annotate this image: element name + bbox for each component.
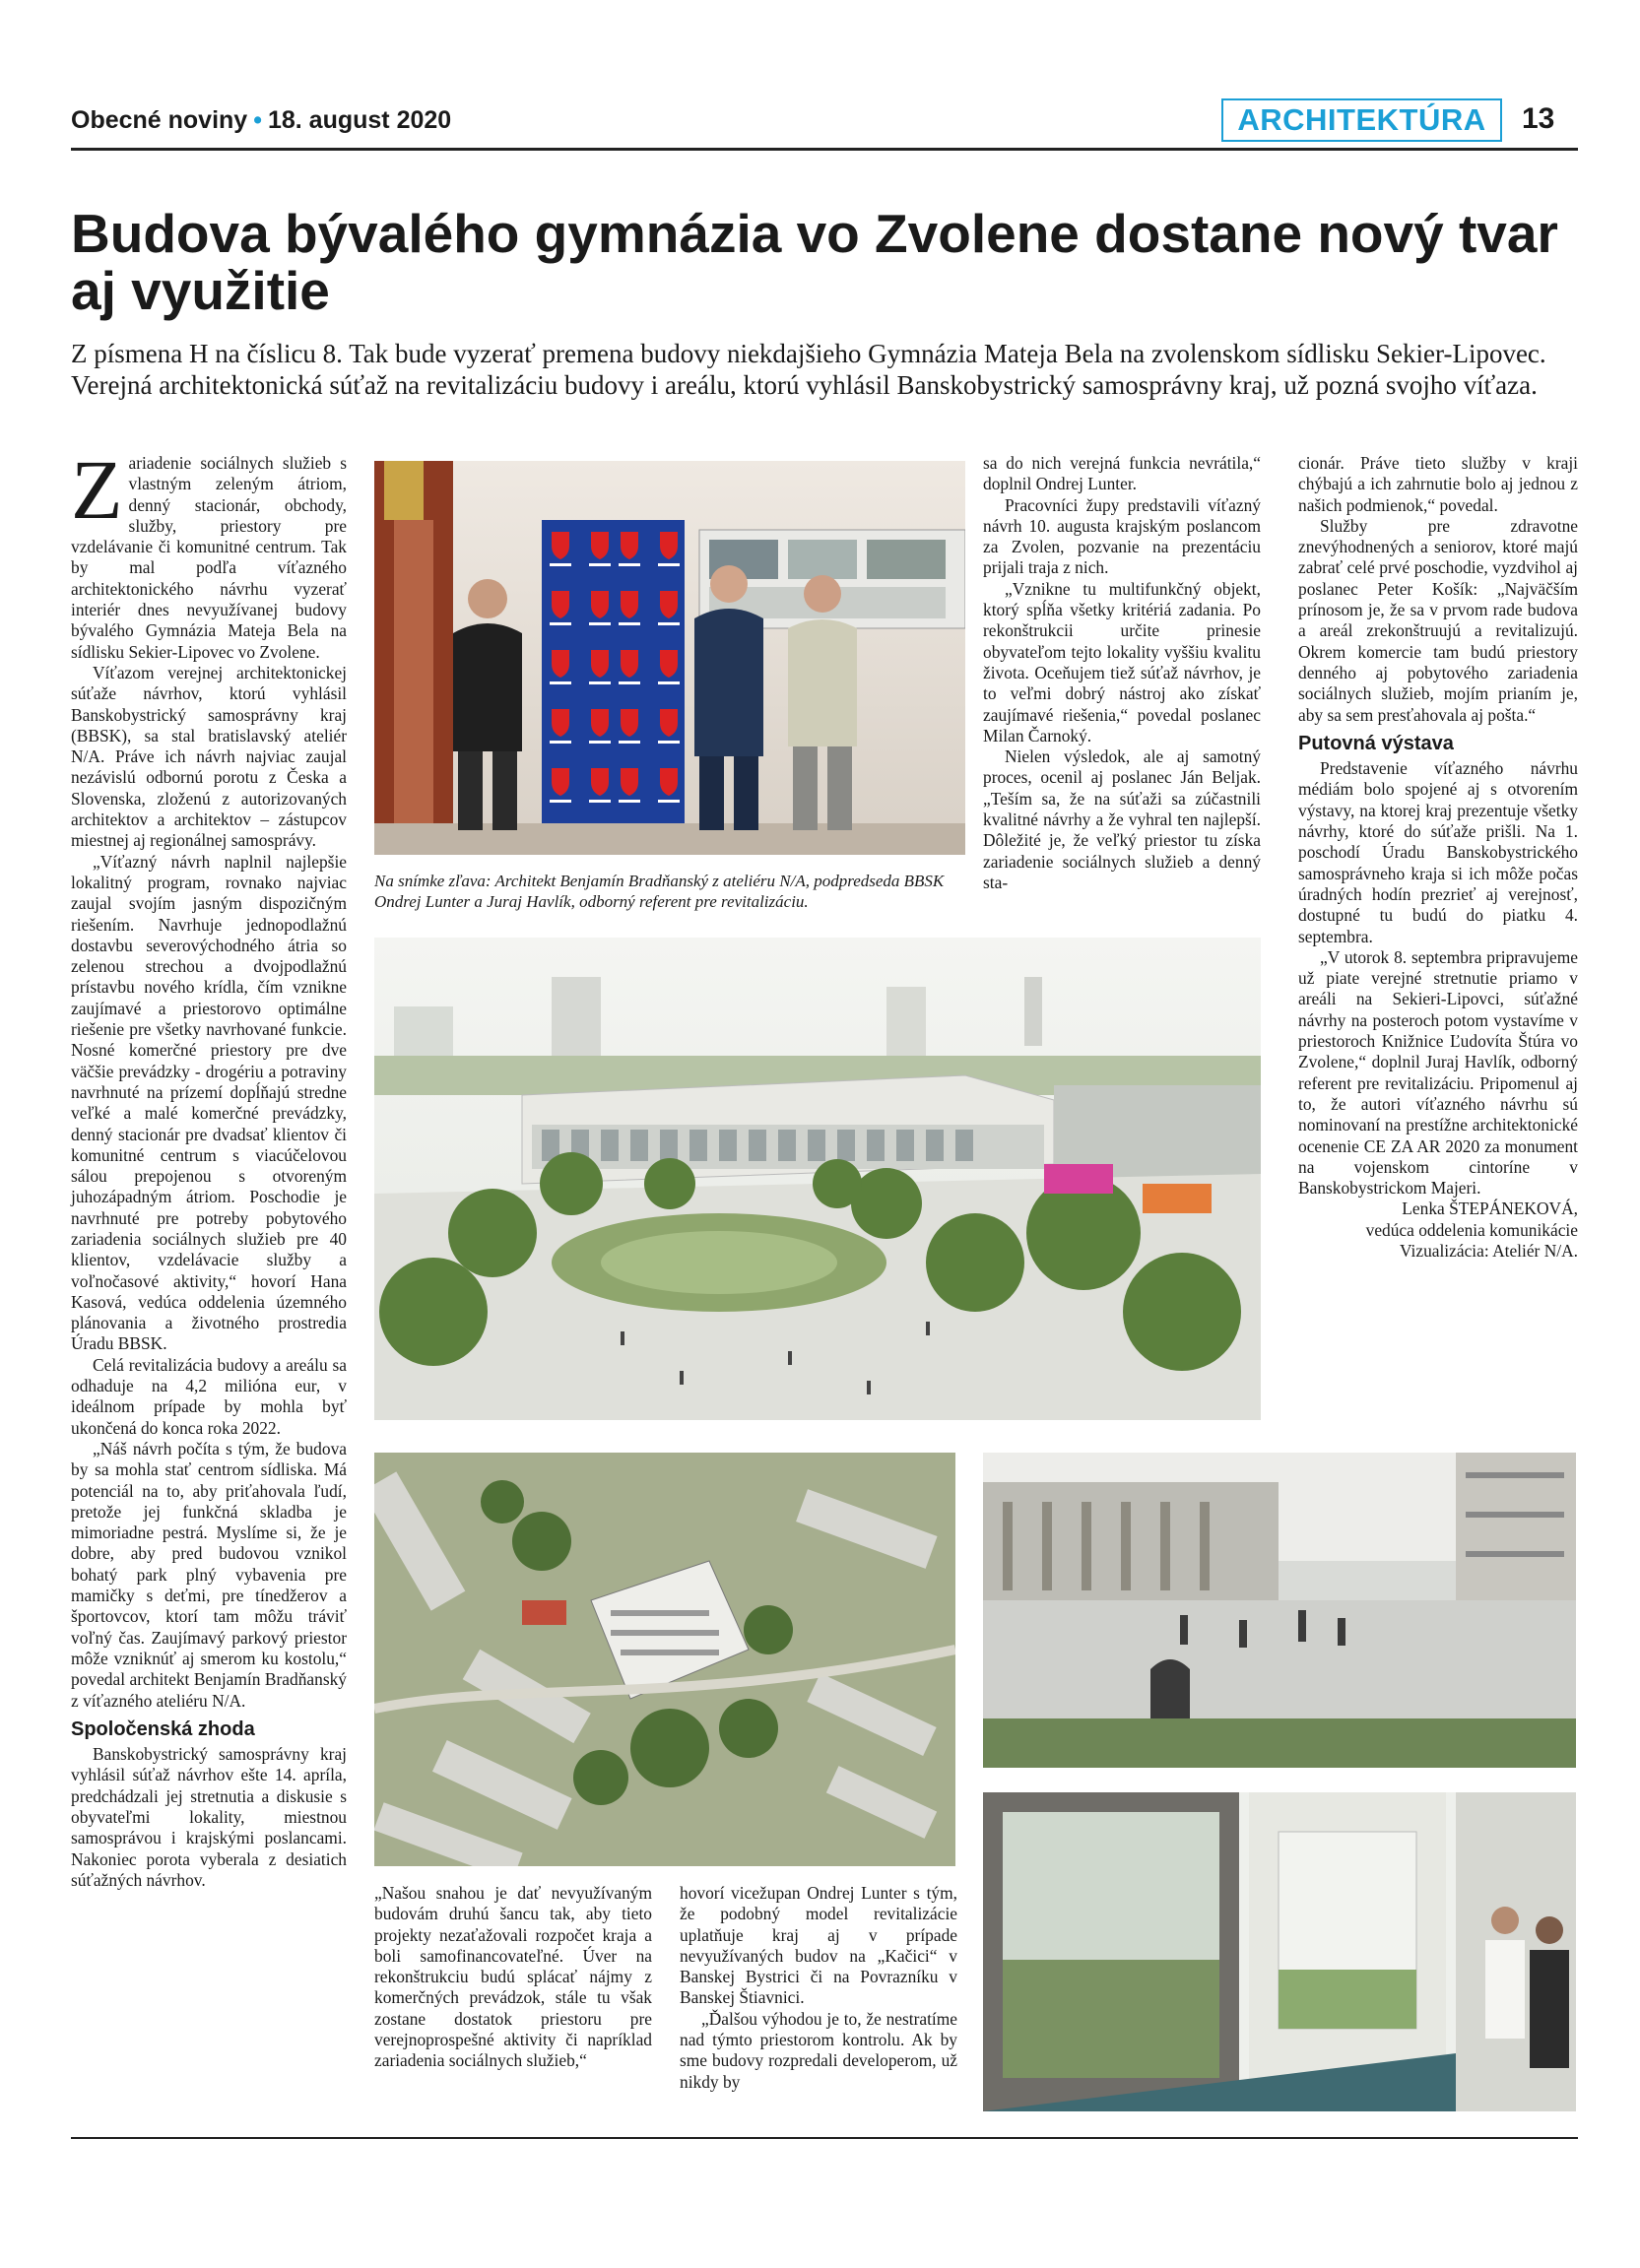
paragraph: Zariadenie sociálnych služieb s vlastným zeleným átriom, denný stacionár, obchody, služby, priestory pre vzdelávanie či komunitné centrum. Tak by mal podľa víťazného architektonického návrhu vyzerať interiér dnes nevyužívanej budovy bývalého Gymnázia Mateja Bela na sídlisku Sekier-Lipovec vo Zvolene. bbox=[71, 442, 347, 662]
paragraph: Celá revitalizácia budovy a areálu sa odhaduje na 4,2 milióna eur, v ideálnom prípade by mohla byť ukončená do konca roka 2022. bbox=[71, 1354, 347, 1438]
paragraph: „Vznikne tu multifunkčný objekt, ktorý spĺňa všetky kritériá zadania. Po rekonštrukcii určite prinesie obyvateľom tejto lokality vyššiu kvalitu života. Oceňujem tiež súťaž návrhov, je to veľmi dobrý nástroj ako získať zaujímavé riešenia,“ povedal poslanec Milan Čarnoký. bbox=[983, 578, 1261, 745]
paragraph: Víťazom verejnej architektonickej súťaže návrhov, ktorú vyhlásil Banskobystrický samosprávny kraj (BBSK), sa stal bratislavský ateliér N/A. Práve ich návrh najviac zaujal nezávislú odbornú porotu z Česka a Slovenska, zloženú z autorizovaných architektov a architektov – zástupcov miestnej aj regionálnej samosprávy. bbox=[71, 662, 347, 851]
column-3 bbox=[983, 453, 1261, 893]
lede: Z písmena H na číslicu 8. Tak bude vyzerať premena budovy niekdajšieho Gymnázia Mateja Bela na zvolenskom sídlisku Sekier-Lipovec. Verejná architektonická súťaž na revitalizáciu budovy i areálu, ktorú vyhlásil Banskobystrický samosprávny kraj, už pozná svojho víťaza. bbox=[71, 339, 1546, 400]
paragraph: „Náš návrh počíta s tým, že budova by sa mohla stať centrom sídliska. Má potenciál na to, aby priťahovala ľudí, pretože jej funkčná skladba je mimoriadne pestrá. Myslíme si, že je dobre, aby pred budovou vznikol bohatý park plný vybavenia pre mamičky s deťmi, pre tínedžerov a športovcov, ktorí tam môžu tráviť voľný čas. Zaujímavý parkový priestor môže vzniknúť aj smerom ku kostolu,“ povedal architekt Benjamín Bradňanský z víťazného ateliéru N/A. bbox=[71, 1438, 347, 1711]
author-name: Lenka ŠTEPÁNEKOVÁ, bbox=[1402, 1199, 1578, 1219]
paragraph: Pracovníci župy predstavili víťazný návrh 10. augusta krajským poslancom za Zvolen, pozvanie na prezentáciu prijali traja z nich. bbox=[983, 494, 1261, 578]
subheading: Putovná výstava bbox=[1298, 732, 1454, 754]
photo-caption: Na snímke zľava: Architekt Benjamín Bradňanský z ateliéru N/A, podpredseda BBSK Ondrej Lunter a Juraj Havlík, odborný referent pre revitalizáciu. bbox=[374, 872, 945, 911]
interior-visualization bbox=[983, 1792, 1576, 2111]
visualization-credit: Vizualizácia: Ateliér N/A. bbox=[1400, 1240, 1578, 1261]
paragraph: cionár. Práve tieto služby v kraji chýbajú a ich zahrnutie bolo aj jednou z našich podmienok,“ povedal. bbox=[1298, 453, 1578, 515]
column-4 bbox=[1298, 453, 1578, 1262]
masthead-info bbox=[71, 106, 451, 135]
issue-date: 18. august 2020 bbox=[267, 106, 452, 134]
site-plan-aerial bbox=[374, 1453, 955, 1866]
footer-rule bbox=[71, 2137, 1578, 2139]
page-number: 13 bbox=[1522, 102, 1555, 135]
press-conference-photo bbox=[374, 461, 965, 855]
column-1 bbox=[71, 442, 347, 1891]
paragraph: „V utorok 8. septembra pripravujeme už piate verejné stretnutie priamo v areáli na Sekieri-Lipovci, súťažné návrhy na posteroch potom vystavíme v priestoroch Knižnice Ľudovíta Štúra vo Zvolene,“ doplnil Juraj Havlík, odborný referent pre revitalizáciu. Pripomenul aj to, že autori víťazného návrhu sú nominovaní na prestížne architektonické ocenenie CE ZA AR 2020 za monument na vojenskom cintoríne v Banskobystrickom Majeri. bbox=[1298, 946, 1578, 1199]
paragraph: Služby pre zdravotne znevýhodnených a seniorov, ktoré majú zabrať celé prvé poschodie, vyzdvihol aj poslanec Peter Košík: „Najväčším prínosom je, že sa v prvom rade budova a areál zrekonštruujú a revitalizujú. Okrem komercie tam budú priestory denného aj pobytového zariadenia sociálnych služieb, mojím prianím je, aby sa sem presťahovala aj pošta.“ bbox=[1298, 515, 1578, 725]
paragraph: „Víťazný návrh naplnil najlepšie lokalitný program, rovnako najviac zaujal svojím jasným dispozičným riešením. Navrhuje jednopodlažnú dostavbu severovýchodného átria so zelenou strechou a dvojpodlažnú prístavbu nového krídla, čím vznikne zaujímavé a priestorovo optimálne riešenie pre všetky navrhované funkcie. Nosné komerčné priestory pre dve väčšie prevádzky - drogériu a potraviny navrhnuté na prízemí dopĺňajú stredne veľké a malé komerčné prevádzky, denný stacionár pre dvadsať klientov či komunitné centrum s viacúčelovou sálou prepojenou s otvoreným juhozápadným átriom. Poschodie je navrhnuté pre potreby pobytového zariadenia sociálnych služieb pre 40 klientov, vzdelávacie služby a voľnočasové aktivity,“ hovorí Hana Kasová, vedúca oddelenia územného plánovania a životného prostredia Úradu BBSK. bbox=[71, 851, 347, 1354]
paragraph: Banskobystrický samosprávny kraj vyhlásil súťaž návrhov ešte 14. apríla, predchádzali jej stretnutia a diskusie s obyvateľmi lokality, miestnou samosprávou i krajskými poslancami. Nakoniec porota vyberala z desiatich súťažných návrhov. bbox=[71, 1744, 347, 1890]
paragraph: „Našou snahou je dať nevyužívaným budovám druhú šancu tak, aby tieto projekty nezaťažovali rozpočet kraja a boli samofinancovateľné. Úver na rekonštrukciu budú splácať nájmy z komerčných prevádzok, stále tu však zostane dostatok priestoru pre verejnoprospešné aktivity či napríklad zariadenia sociálnych služieb,“ bbox=[374, 1883, 652, 2071]
paragraph: hovorí vicežupan Ondrej Lunter s tým, že podobný model revitalizácie uplatňuje kraj aj v prípade nevyužívaných budov na „Kačici“ v Banskej Bystrici či na Povrazníku v Banskej Štiavnici. bbox=[680, 1883, 957, 2008]
paragraph: „Ďalšou výhodou je to, že nestratíme nad týmto priestorom kontrolu. Ak by sme budovy rozpredali developerom, už nikdy by bbox=[680, 2008, 957, 2092]
header-rule bbox=[71, 148, 1578, 151]
paragraph: Predstavenie víťazného návrhu médiám bolo spojené aj s otvorením výstavy, na ktorej kraj prezentuje všetky návrhy, ktoré do súťaže prišli. Na 1. poschodí Úradu Banskobystrického samosprávneho kraja si ich môže počas úradných hodín prezrieť aj verejnosť, dostupné tu budú do piatku 4. septembra. bbox=[1298, 758, 1578, 946]
column-2-bottom bbox=[374, 1883, 652, 2072]
subheading: Spoločenská zhoda bbox=[71, 1717, 255, 1740]
column-3-bottom bbox=[680, 1883, 957, 2093]
courtyard-visualization bbox=[983, 1453, 1576, 1768]
section-label: ARCHITEKTÚRA bbox=[1221, 98, 1502, 142]
drop-cap: Z bbox=[71, 442, 123, 537]
aerial-visualization bbox=[374, 938, 1261, 1420]
paragraph: sa do nich verejná funkcia nevrátila,“ doplnil Ondrej Lunter. bbox=[983, 453, 1261, 494]
author-title: vedúca oddelenia komunikácie bbox=[1365, 1219, 1578, 1240]
paragraph: Nielen výsledok, ale aj samotný proces, ocenil aj poslanec Ján Beljak. „Teším sa, že na súťaži sa zúčastnili kvalitné návrhy a že vyhral ten najlepší. Dôležité je, že veľký priestor tu získa zariadenie sociálnych služieb a denný sta- bbox=[983, 746, 1261, 892]
newspaper-name: Obecné noviny bbox=[71, 106, 248, 134]
headline: Budova bývalého gymnázia vo Zvolene dostane nový tvar aj využitie bbox=[71, 203, 1558, 321]
bullet-dot-icon: • bbox=[253, 106, 262, 134]
